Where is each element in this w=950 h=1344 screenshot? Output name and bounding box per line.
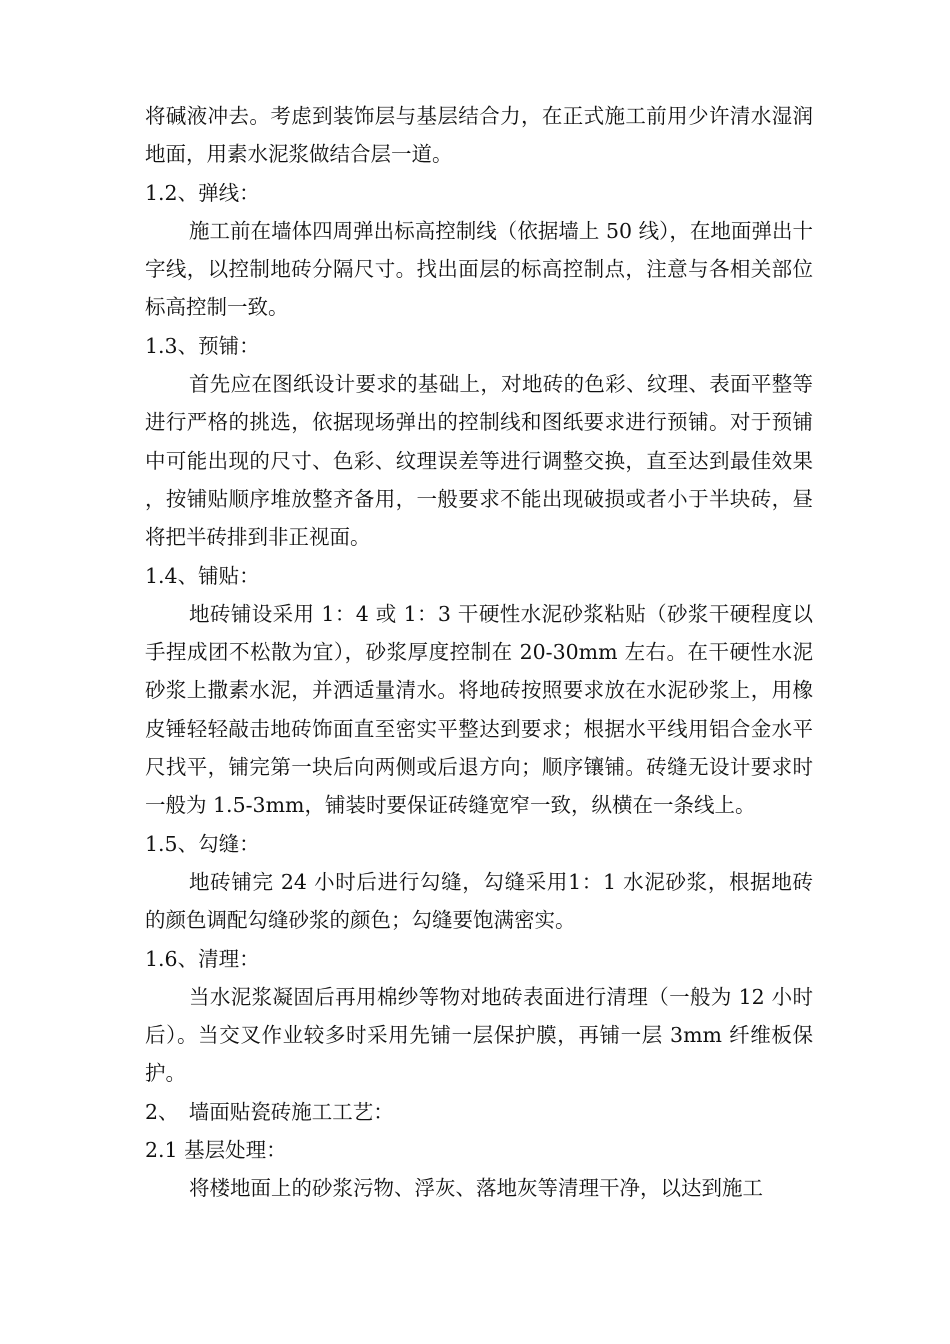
- section-heading-1-4: 1.4、铺贴：: [145, 563, 260, 588]
- continuation-paragraph: 将碱液冲去。考虑到装饰层与基层结合力，在正式施工前用少许清水湿润地面，用素水泥浆做结合层一道。: [145, 104, 813, 167]
- section-heading-2-1: 2.1 基层处理：: [145, 1138, 287, 1163]
- section-heading-1-2: 1.2、弹线：: [145, 180, 260, 205]
- paragraph-pre-lay: 首先应在图纸设计要求的基础上，对地砖的色彩、纹理、表面平整等进行严格的挑选，依据现场弹出的控制线和图纸要求进行预铺。对于预铺中可能出现的尺寸、色彩、纹理误差等进行调整交换，直至达到最佳效果，按铺贴顺序堆放整齐备用，一般要求不能出现破损或者小于半块砖，昼将把半砖排到非正视面。: [145, 372, 813, 550]
- section-heading-1-6: 1.6、清理：: [145, 946, 260, 971]
- paragraph-tiling: 地砖铺设采用 1：4 或 1：3 干硬性水泥砂浆粘贴（砂浆干硬程度以手捏成团不松散为宜），砂浆厚度控制在 20-30mm 左右。在干硬性水泥砂浆上撒素水泥，并洒适量清水。将地砖按照要求放在水泥砂浆上，用橡皮锤轻轻敲击地砖饰面直至密实平整达到要求；根据水平线用铝合金水平尺找平，铺完第一块后向两侧或后退方向；顺序镶铺。砖缝无设计要求时一般为 1.5-3mm，铺装时要保证砖缝宽窄一致，纵横在一条线上。: [145, 601, 813, 818]
- paragraph-base-treatment: 将楼地面上的砂浆污物、浮灰、落地灰等清理干净，以达到施工: [189, 1176, 763, 1201]
- section-heading-1-3: 1.3、预铺：: [145, 333, 260, 358]
- paragraph-grouting: 地砖铺完 24 小时后进行勾缝，勾缝采用1：1 水泥砂浆，根据地砖的颜色调配勾缝砂浆的颜色；勾缝要饱满密实。: [145, 869, 813, 933]
- document-page: [145, 97, 813, 1208]
- section-heading-2: 2、 墙面贴瓷砖施工工艺：: [145, 1099, 394, 1124]
- paragraph-snap-line: 施工前在墙体四周弹出标高控制线（依据墙上 50 线），在地面弹出十字线，以控制地砖分隔尺寸。找出面层的标高控制点，注意与各相关部位标高控制一致。: [145, 218, 813, 320]
- paragraph-cleaning: 当水泥浆凝固后再用棉纱等物对地砖表面进行清理（一般为 12 小时后）。当交叉作业较多时采用先铺一层保护膜，再铺一层 3mm 纤维板保护。: [145, 984, 813, 1086]
- section-heading-1-5: 1.5、勾缝：: [145, 831, 260, 856]
